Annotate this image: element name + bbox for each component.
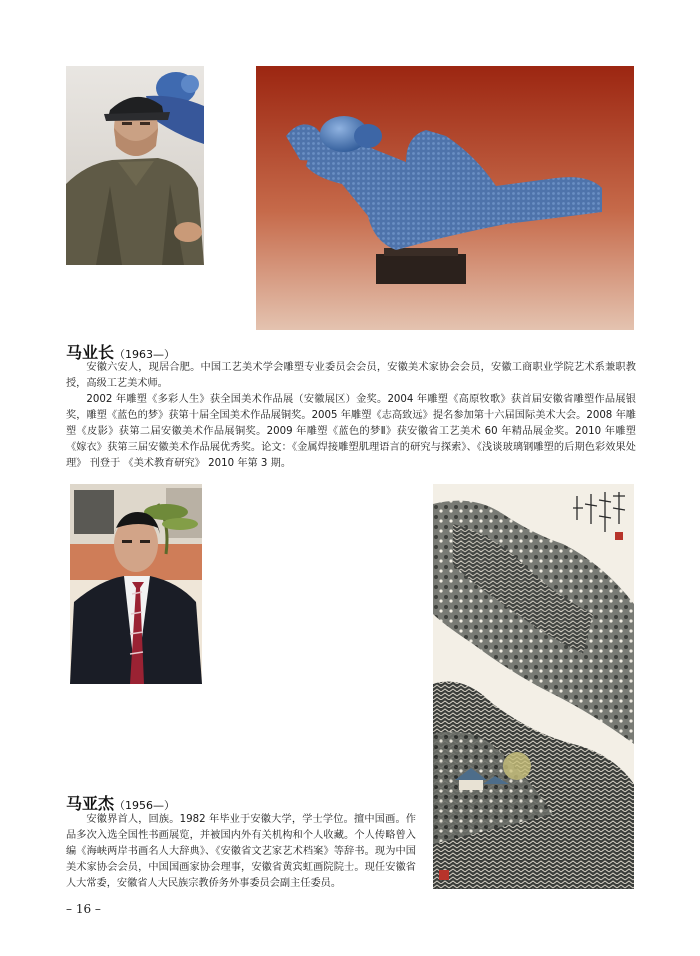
- artist1-bio-paragraph-1: 安徽六安人，现居合肥。中国工艺美术学会雕塑专业委员会会员，安徽美术家协会会员，安徽工商职业学院艺术系兼职教授，高级工艺美术师。: [66, 362, 636, 389]
- artist2-heading: [66, 791, 175, 814]
- artist1-name: 马业长: [66, 343, 115, 362]
- artist2-years: （1956—）: [114, 799, 176, 812]
- artist2-name: 马亚杰: [66, 794, 115, 813]
- sculpture-photo: [256, 66, 634, 330]
- artist1-bio-paragraph-2: 2002 年雕塑《多彩人生》获全国美术作品展（安徽展区）金奖。2004 年雕塑《高原牧歌》获首届安徽省雕塑作品展银奖，雕塑《蓝色的梦》获第十届全国美术作品展铜奖。2005 年雕塑《志高致远》提名参加第十六届国际美术大会。2008 年雕塑《皮影》获第二届安徽美术作品展铜奖。2009 年雕塑《蓝色的梦Ⅱ》获安徽省工艺美术 60 年精品展金奖。2010 年雕塑《嫁衣》获第三届安徽美术作品展优秀奖。论文：《金属焊接雕塑肌理语言的研究与探索》、《浅谈玻璃钢雕塑的后期色彩效果处理》 刊登于 《美术教育研究》 2010 年第 3 期。: [66, 394, 636, 469]
- artist1-bio: [66, 360, 636, 472]
- artist1-years: （1963—）: [114, 348, 176, 361]
- artist2-portrait-photo: [70, 484, 202, 684]
- artist1-portrait-photo: [66, 66, 204, 265]
- landscape-painting: [433, 484, 634, 889]
- artist2-bio: [66, 812, 416, 892]
- artist2-bio-paragraph: 安徽界首人，回族。1982 年毕业于安徽大学，学士学位。擅中国画。作品多次入选全国性书画展览，并被国内外有关机构和个人收藏。个人传略曾入编《海峡两岸书画名人大辞典》、《安徽省文艺家艺术档案》等辞书。现为中国美术家协会会员，中国国画家协会理事，安徽省黄宾虹画院院士。现任安徽省人大常委，安徽省人大民族宗教侨务外事委员会副主任委员。: [66, 814, 416, 889]
- page-number: – 16 –: [66, 902, 101, 916]
